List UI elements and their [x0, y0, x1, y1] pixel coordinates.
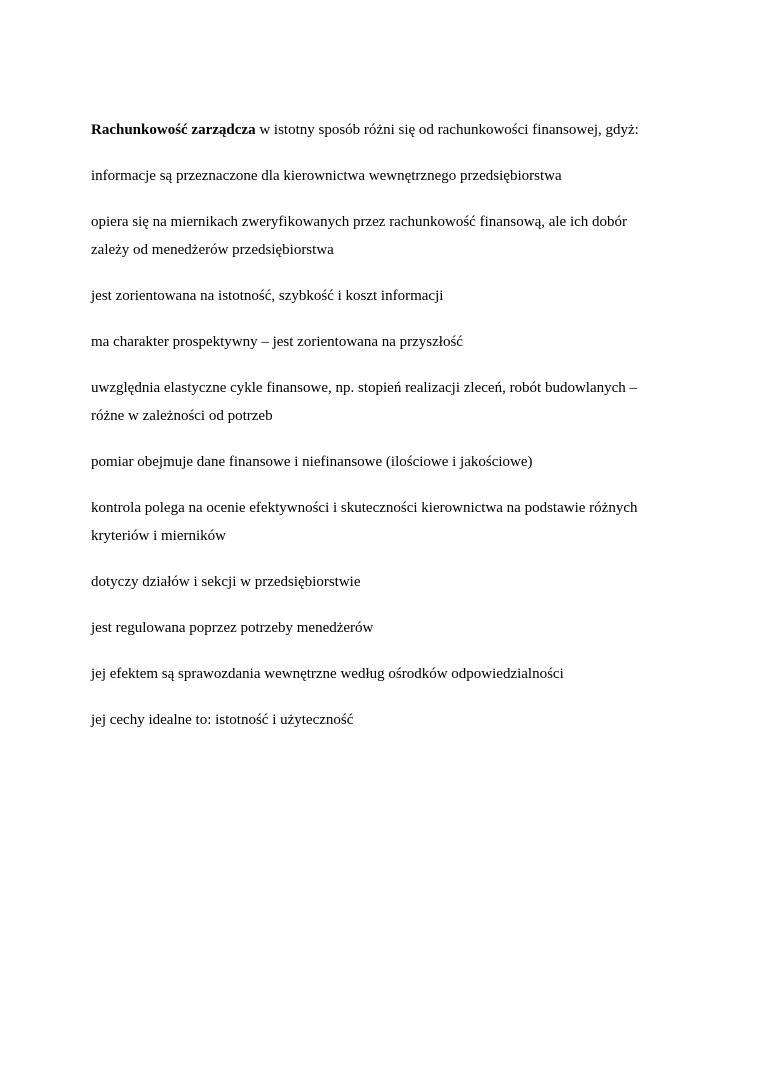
- point-paragraph: kontrola polega na ocenie efektywności i skuteczności kierownictwa na podstawie różnych kryteriów i mierników: [91, 500, 638, 544]
- intro-paragraph: [91, 116, 666, 144]
- document-body: [91, 116, 666, 752]
- point-paragraph: uwzględnia elastyczne cykle finansowe, np. stopień realizacji zleceń, robót budowlanych – różne w zależności od potrzeb: [91, 380, 638, 424]
- intro-text: w istotny sposób różni się od rachunkowości finansowej, gdyż:: [255, 122, 639, 138]
- point-paragraph: pomiar obejmuje dane finansowe i niefinansowe (ilościowe i jakościowe): [91, 454, 533, 470]
- point-paragraph: jest regulowana poprzez potrzeby menedżerów: [91, 620, 374, 636]
- point-paragraph: ma charakter prospektywny – jest zorientowana na przyszłość: [91, 334, 463, 350]
- point-paragraph: jest zorientowana na istotność, szybkość i koszt informacji: [91, 288, 444, 304]
- point-paragraph: dotyczy działów i sekcji w przedsiębiorstwie: [91, 574, 361, 590]
- point-paragraph: opiera się na miernikach zweryfikowanych przez rachunkowość finansową, ale ich dobór zależy od menedżerów przedsiębiorstwa: [91, 214, 628, 258]
- point-paragraph: informacje są przeznaczone dla kierownictwa wewnętrznego przedsiębiorstwa: [91, 168, 562, 184]
- point-paragraph: jej efektem są sprawozdania wewnętrzne według ośrodków odpowiedzialności: [91, 666, 564, 682]
- bold-term: Rachunkowość zarządcza: [91, 122, 256, 138]
- point-paragraph: jej cechy idealne to: istotność i użyteczność: [91, 712, 354, 728]
